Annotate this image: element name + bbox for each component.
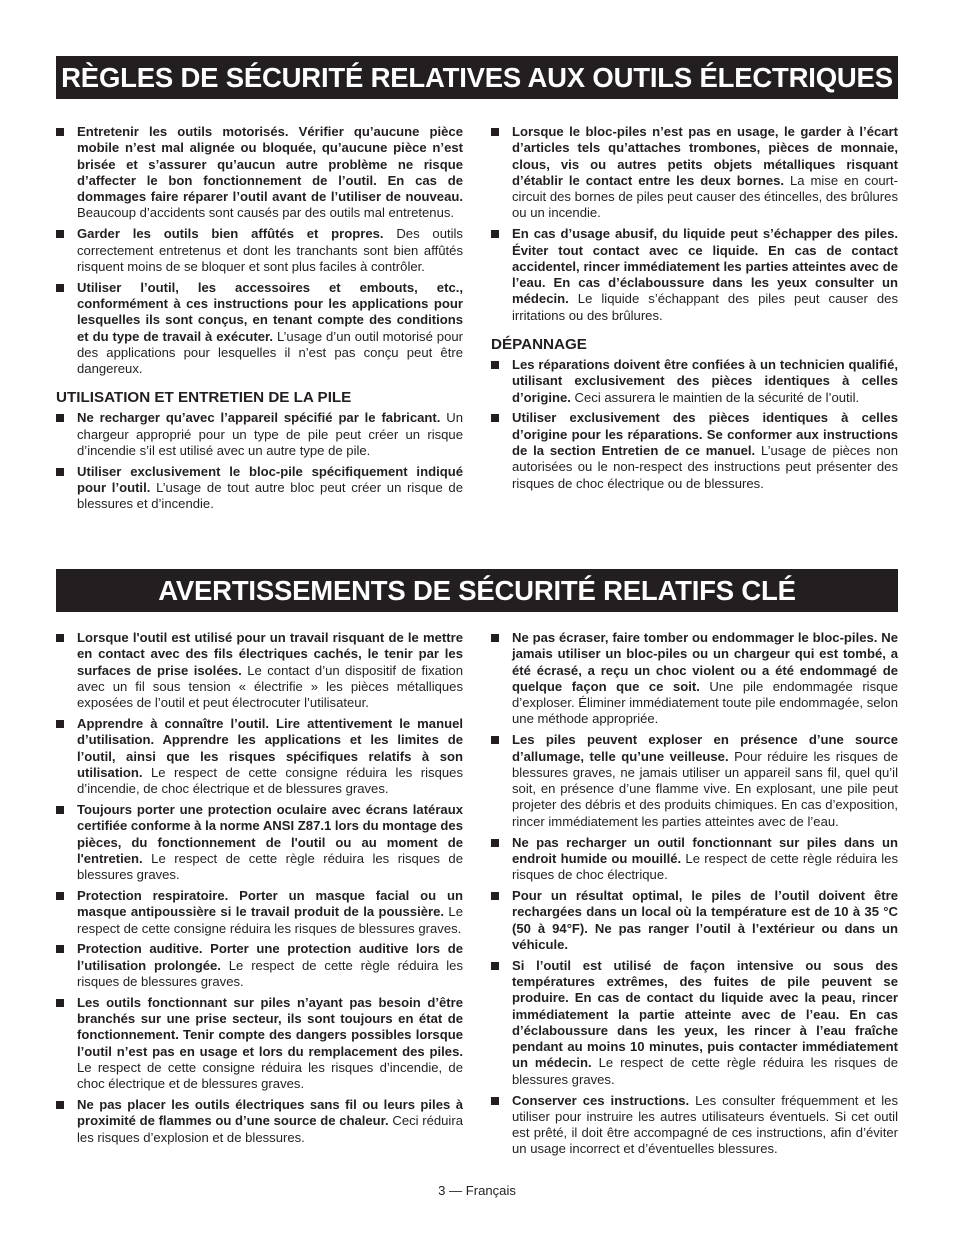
item-bold-text: Utiliser exclusivement le bloc-pile spécifiquement indiqué pour l’outil. (77, 463, 463, 496)
list-item (56, 226, 463, 275)
list-item (56, 410, 463, 459)
item-text: Le respect de cette règle réduira les risques de blessures graves. (77, 957, 464, 989)
item-text: Un chargeur approprié pour un type de pile peut créer un risque d’incendie s’il est utilisé avec un autre type de pile. (77, 410, 463, 459)
list-item (491, 958, 898, 1088)
item-bold-text: Ne pas placer les outils électriques sans fil ou leurs piles à proximité de flammes ou d’une source de chaleur. (77, 1097, 463, 1129)
square-bullet-icon (491, 1097, 499, 1105)
item-text: Le respect de cette consigne réduira les risques d’incendie, de choc électrique et de blessures graves. (77, 764, 463, 797)
square-bullet-icon (56, 284, 64, 292)
square-bullet-icon (56, 128, 64, 136)
section1-left-column (56, 124, 463, 517)
square-bullet-icon (56, 720, 64, 728)
list-item (56, 888, 463, 937)
section2-right-column (491, 630, 898, 1162)
item-bold-text: Les réparations doivent être confiées à un technicien qualifié, utilisant exclusivement des pièces identiques à celles d’origine. (512, 357, 898, 405)
list-item (491, 732, 898, 830)
section2-left-column (56, 630, 463, 1150)
list-item (491, 226, 898, 324)
item-text: Ceci réduira les risques d’explosion et de blessures. (77, 1113, 463, 1145)
list-item (491, 1093, 898, 1158)
item-bold-text: Garder les outils bien affûtés et propres. (77, 226, 384, 242)
item-text: Le respect de cette règle réduira les risques de blessures graves. (512, 1055, 898, 1087)
section-banner-key-safety-warnings: AVERTISSEMENTS DE SÉCURITÉ RELATIFS CLÉ (56, 569, 898, 612)
square-bullet-icon (56, 999, 64, 1007)
list-item (56, 995, 463, 1093)
item-bold-text: Utiliser exclusivement des pièces identiques à celles d’origine pour les réparations. Se conformer aux instructions de la section Entretien de ce manuel. (512, 410, 898, 459)
square-bullet-icon (56, 1101, 64, 1109)
item-text: L’usage d’un outil motorisé pour des applications pour lesquelles il n’est pas conçu peut être dangereux. (77, 328, 463, 377)
item-text: Le respect de cette règle réduira les risques de choc électrique. (512, 850, 899, 883)
square-bullet-icon (491, 962, 499, 970)
item-bold-text: Apprendre à connaître l’outil. Lire attentivement le manuel d’utilisation. Apprendre les applications et les limites de l’outil, ainsi que les risques spécifiques relatifs à son utilisation. (77, 715, 463, 780)
section1-right-column (491, 124, 898, 496)
list-item (56, 124, 463, 222)
section-banner-power-tool-rules: RÈGLES DE SÉCURITÉ RELATIVES AUX OUTILS ÉLECTRIQUES (56, 56, 898, 99)
square-bullet-icon (56, 468, 64, 476)
item-bold-text: Protection respiratoire. Porter un masque facial ou un masque antipoussière si le travail produit de la poussière. (77, 887, 463, 920)
square-bullet-icon (491, 128, 499, 136)
item-bold-text: Les outils fonctionnant sur piles n’ayant pas besoin d’être branchés sur une prise secteur, ils sont toujours en état de fonctionnement. Tenir compte des dangers possibles lorsque l’outil n’est pas en usage et lors du remplacement des piles. (77, 994, 463, 1059)
list-item (56, 630, 463, 711)
list-item (56, 941, 463, 990)
item-bold-text: Entretenir les outils motorisés. Vérifier qu’aucune pièce mobile n’est mal alignée ou bloquée, qu’aucune pièce n’est brisée et s’assurer qu’aucun autre problème ne risque d’affecter le bon fonctionnement de l’outil. En cas de dommages faire réparer l’outil avant de l’utiliser de nouveau. (77, 124, 463, 205)
list-item (491, 357, 898, 406)
item-text: L’usage de tout autre bloc peut créer un risque de blessures et d’incendie. (77, 480, 463, 512)
square-bullet-icon (491, 839, 499, 847)
item-text: Le respect de cette consigne réduira les risques de blessures graves. (77, 904, 463, 936)
subheading-battery-use: UTILISATION ET ENTRETIEN DE LA PILE (56, 389, 352, 407)
item-text: Le respect de cette règle réduira les risques de blessures graves. (77, 850, 463, 883)
list-item (56, 1097, 463, 1146)
list-item (491, 124, 898, 222)
square-bullet-icon (491, 736, 499, 744)
square-bullet-icon (491, 634, 499, 642)
item-bold-text: Protection auditive. Porter une protection auditive lors de l’utilisation prolongée. (77, 941, 463, 973)
square-bullet-icon (56, 230, 64, 238)
item-text: Le contact d’un dispositif de fixation avec un fil sous tension « électrifie » les pièces métalliques exposées de l’outil et peut électrocuter l’utilisateur. (77, 662, 463, 711)
item-bold-text: Ne pas écraser, faire tomber ou endommager le bloc-piles. Ne jamais utiliser un bloc-piles ou un chargeur qui est tombé, a été écrasé, a reçu un choc violent ou a été endommagé de quelque façon que ce soit. (512, 630, 898, 694)
item-bold-text: Pour un résultat optimal, le piles de l’outil doivent être rechargées dans un local où la température est de 10 à 35 °C (50 à 94°F). Ne pas ranger l’outil à l’extérieur ou dans un véhicule. (512, 887, 898, 952)
item-text: Les consulter fréquemment et les utiliser pour instruire les autres utilisateurs éventuels. Si cet outil est prêté, il doit être accompagné de ces instructions, afin d’éviter un usage incorrect et d’éventuelles blessures. (512, 1092, 898, 1157)
list-item (56, 802, 463, 883)
item-bold-text: Utiliser l’outil, les accessoires et embouts, etc., conformément à ces instructions pour les applications pour lesquelles ils sont conçus, en tenant compte des conditions et du type de travail à exécuter. (77, 279, 463, 344)
square-bullet-icon (491, 361, 499, 369)
item-text: Pour réduire les risques de blessures graves, ne jamais utiliser un appareil sans fil, quel qu’il soit, en présence d’une flamme vive. En explosant, une pile peut projeter des débris et des produits chimiques. En cas d’exposition, rincer immédiatement les parties atteintes avec de l’eau. (512, 748, 898, 829)
square-bullet-icon (491, 892, 499, 900)
list-item (56, 716, 463, 797)
square-bullet-icon (56, 414, 64, 422)
list-item (491, 888, 898, 953)
subheading-troubleshooting: DÉPANNAGE (491, 336, 587, 354)
item-text: L’usage de pièces non autorisées ou le non-respect des instructions peut présenter des risques de choc électrique ou de blessures. (512, 443, 898, 491)
item-text: Une pile endommagée risque d’exploser. Éliminer immédiatement toute pile endommagée, selon une méthode appropriée. (512, 678, 898, 727)
list-item (491, 410, 898, 491)
item-bold-text: Ne recharger qu’avec l’appareil spécifié par le fabricant. (77, 410, 441, 426)
item-bold-text: Conserver ces instructions. (512, 1092, 690, 1108)
list-item (491, 630, 898, 728)
item-bold-text: Lorsque le bloc-piles n’est pas en usage, le garder à l’écart d’articles tels qu’attaches trombones, pièces de monnaie, clous, vis ou autres petits objets métalliques risquant d’établir le contact entre les deux bornes. (512, 124, 898, 188)
item-text: Des outils correctement entretenus et dont les tranchants sont bien affûtés risquent moins de se bloquer et sont plus faciles à contrôler. (77, 226, 463, 274)
page-footer: 3 — Français (438, 1183, 516, 1198)
item-bold-text: Les piles peuvent exploser en présence d’une source d’allumage, telle qu’une veilleuse. (512, 732, 898, 764)
item-bold-text: En cas d’usage abusif, du liquide peut s’échapper des piles. Éviter tout contact avec ce liquide. En cas de contact accidentel, rincer immédiatement les parties atteintes avec de l’eau. En cas d’éclaboussure dans les yeux consulter un médecin. (512, 226, 898, 307)
item-text: Beaucoup d’accidents sont causés par des outils mal entretenus. (77, 205, 455, 221)
list-item (56, 280, 463, 378)
list-item (491, 835, 898, 884)
item-bold-text: Si l’outil est utilisé de façon intensive ou sous des températures extrêmes, des fuites de pile peuvent se produire. En cas de contact du liquide avec la peau, rincer immédiatement la partie atteinte avec de l’eau. En cas d’éclaboussure dans les yeux, les rincer à l’eau fraîche pendant au moins 10 minutes, puis contacter immédiatement un médecin. (512, 957, 898, 1071)
square-bullet-icon (56, 634, 64, 642)
item-text: Le respect de cette consigne réduira les risques d’incendie, de choc électrique et de blessures graves. (77, 1059, 463, 1092)
item-bold-text: Ne pas recharger un outil fonctionnant sur piles dans un endroit humide ou mouillé. (512, 834, 898, 866)
item-bold-text: Toujours porter une protection oculaire avec écrans latéraux certifiée conforme à la norme ANSI Z87.1 lors du montage des pièces, du fonctionnement de l'outil ou au moment de l'entretien. (77, 801, 463, 866)
list-item (56, 464, 463, 513)
item-text: Le liquide s’échappant des piles peut causer des irritations ou des brûlures. (512, 291, 898, 323)
square-bullet-icon (491, 230, 499, 238)
square-bullet-icon (56, 806, 64, 814)
square-bullet-icon (491, 414, 499, 422)
square-bullet-icon (56, 892, 64, 900)
item-text: Ceci assurera le maintien de la sécurité de l’outil. (570, 389, 860, 405)
item-text: La mise en court-circuit des bornes de piles peut causer des étincelles, des brûlures ou un incendie. (512, 172, 898, 221)
square-bullet-icon (56, 945, 64, 953)
item-bold-text: Lorsque l'outil est utilisé pour un travail risquant de le mettre en contact avec des fils électriques cachés, le tenir par les surfaces de prise isolées. (77, 630, 463, 678)
